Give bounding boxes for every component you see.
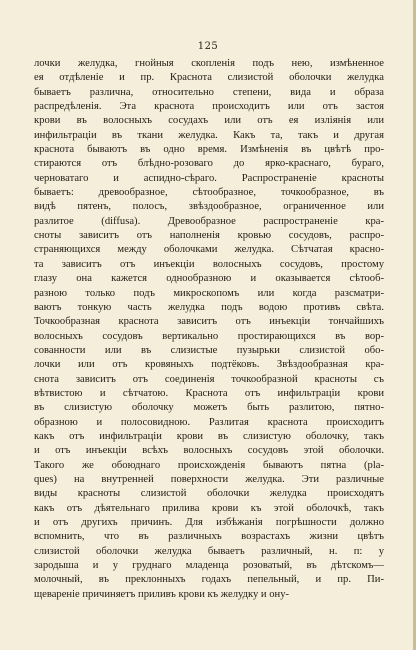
text-line: слизистой оболочки желудка бываетъ различный, н. п: у — [34, 545, 384, 557]
text-line: краснота бываютъ въ одно время. Измѣненія въ цвѣтѣ про- — [34, 144, 384, 156]
text-line: инфильтраціи въ ткани желудка. Какъ та, такъ и другая — [34, 129, 384, 141]
text-line: разною только подъ микроскопомъ или когда разсматри- — [34, 287, 384, 299]
text-line: видѣ пятенъ, полосъ, звѣздообразное, ограниченное или — [34, 201, 384, 213]
text-line: крови въ волосныхъ сосудахъ или отъ ея изліянія или — [34, 115, 384, 127]
text-line: сованности или въ слизистые пузырьки слизистой обо- — [34, 344, 384, 356]
text-line: какъ отъ инфильтраціи крови въ слизистую оболочку, такъ — [34, 430, 384, 442]
page-number: 125 — [197, 41, 219, 52]
text-line: ques) на внутренней поверхности желудка. Эти различные — [34, 473, 384, 485]
text-line: лочки или отъ кровяныхъ подтёковъ. Звѣздообразная кра- — [34, 359, 384, 371]
text-line: молочный, въ преклонныхъ годахъ пепельный, и пр. Пи- — [34, 574, 384, 586]
text-line: Такого же обоюднаго происхожденія бываютъ пятна (pla- — [34, 459, 384, 471]
text-line: сноты зависитъ отъ наполненія кровью сосудовъ, распро- — [34, 230, 384, 242]
text-line: вспомнить, что въ различныхъ возрастахъ жизни цвѣтъ — [34, 531, 384, 543]
text-line: и отъ инъекціи всѣхъ волосныхъ сосудовъ этой оболочки. — [34, 445, 384, 457]
text-line: ваютъ тонкую часть желудка подъ водою противъ свѣта. — [34, 301, 384, 313]
text-line: распредѣленія. Эта краснота происходитъ или отъ застоя — [34, 101, 384, 113]
text-line: снота зависитъ отъ соединенія точкообразной красноты съ — [34, 373, 384, 385]
text-line: страняющихся между оболочками желудка. Сѣтчатая красно- — [34, 244, 384, 256]
text-line: бываетъ: древообразное, сѣтообразное, точкообразное, въ — [34, 187, 384, 199]
text-line: та зависитъ отъ инъекціи волосныхъ сосудовъ, простому — [34, 258, 384, 270]
text-line: ея отдѣленіе и пр. Краснота слизистой оболочки желудка — [34, 72, 384, 84]
text-line: волосныхъ сосудовъ вертикально простирающихся въ вор- — [34, 330, 384, 342]
text-line: какъ отъ дѣятельнаго прилива крови къ этой оболочкѣ, такъ — [34, 502, 384, 514]
text-line: зародыша и у груднаго младенца розоватый, въ дѣтскомъ— — [34, 560, 384, 572]
text-line: образною и полосовидною. Разлитая краснота происходитъ — [34, 416, 384, 428]
text-line: разлитое (diffusa). Древообразное распространеніе кра- — [34, 215, 384, 227]
text-line: черноватаго и аспидно-сѣраго. Распространеніе красноты — [34, 172, 384, 184]
text-line: виды красноты слизистой оболочки желудка происходятъ — [34, 488, 384, 500]
text-line: бываетъ различна, относительно степени, вида и образа — [34, 86, 384, 98]
text-line: вѣтвистою и сѣтчатою. Краснота отъ инфильтраціи крови — [34, 387, 384, 399]
text-line: щевареніе причиняетъ приливъ крови къ желудку и ону- — [34, 588, 290, 600]
text-line: Точкообразная краснота зависитъ отъ инъекціи тончайшихъ — [34, 316, 384, 328]
text-line: лочки желудка, гнойныя скопленія подъ нею, измѣненное — [34, 58, 384, 69]
body-text — [34, 57, 384, 602]
text-line: въ слизистую оболочку можетъ быть разлитою, пятно- — [34, 402, 384, 414]
text-line: и отъ другихъ причинъ. Для избѣжанія погрѣшности должно — [34, 517, 384, 528]
text-line: глазу она кажется однообразною и оказывается сѣтооб- — [34, 273, 384, 285]
text-line: стираются отъ блѣдно-розоваго до ярко-краснаго, бураго, — [34, 158, 384, 170]
